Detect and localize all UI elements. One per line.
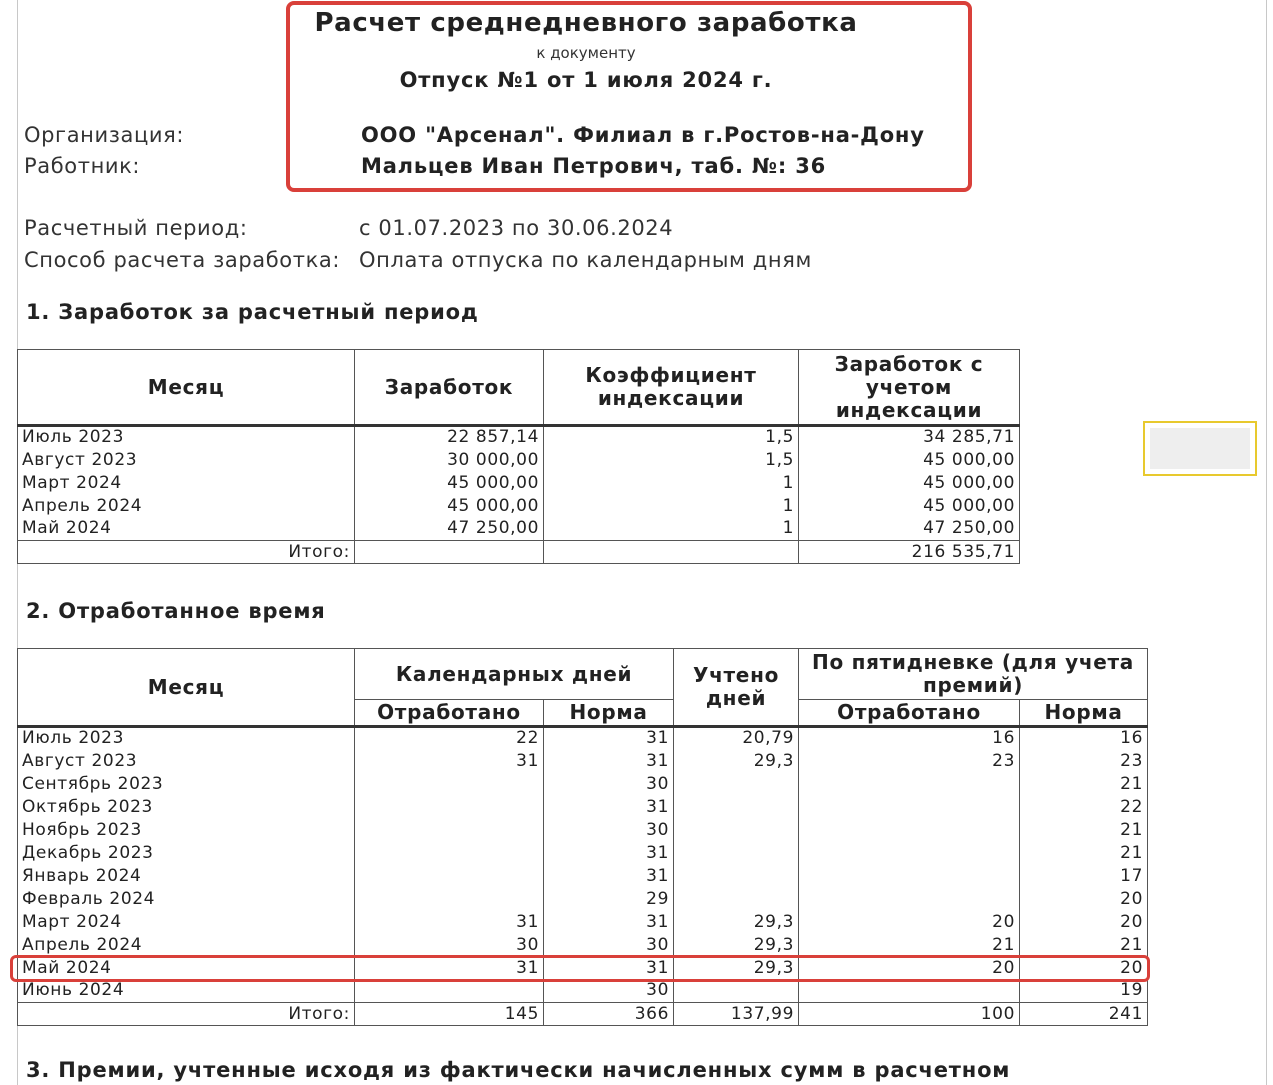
value-cell: 31 [544, 727, 674, 750]
value-cell [674, 865, 799, 888]
col-month: Месяц [18, 649, 355, 727]
col-earnings: Заработок [355, 350, 544, 426]
total-cell: 216 535,71 [799, 541, 1020, 564]
month-cell: Август 2023 [18, 449, 355, 472]
value-cell [674, 796, 799, 819]
value-cell: 30 [355, 934, 544, 957]
month-cell: Июль 2023 [18, 426, 355, 449]
value-cell: 22 857,14 [355, 426, 544, 449]
value-cell: 31 [544, 865, 674, 888]
value-cell [799, 888, 1020, 911]
worked-row [18, 888, 1148, 911]
value-cell: 20 [799, 957, 1020, 980]
section1-title: 1. Заработок за расчетный период [26, 300, 479, 324]
page-right-border [1266, 0, 1267, 1085]
total-label: Итого: [18, 1003, 355, 1026]
value-cell: 31 [355, 957, 544, 980]
value-cell: 29,3 [674, 911, 799, 934]
earnings-row [18, 495, 1020, 518]
value-cell: 30 [544, 980, 674, 1003]
value-cell [799, 819, 1020, 842]
month-cell: Апрель 2024 [18, 934, 355, 957]
worked-row [18, 911, 1148, 934]
value-cell: 21 [1020, 773, 1148, 796]
month-cell: Март 2024 [18, 911, 355, 934]
value-cell: 45 000,00 [799, 495, 1020, 518]
value-cell: 45 000,00 [799, 449, 1020, 472]
value-cell: 31 [544, 957, 674, 980]
method-value: Оплата отпуска по календарным дням [359, 248, 812, 272]
value-cell: 47 250,00 [355, 518, 544, 541]
month-cell: Ноябрь 2023 [18, 819, 355, 842]
value-cell: 20 [1020, 957, 1148, 980]
value-cell: 29,3 [674, 934, 799, 957]
value-cell [799, 773, 1020, 796]
month-cell: Март 2024 [18, 472, 355, 495]
total-cell: 145 [355, 1003, 544, 1026]
value-cell: 31 [544, 796, 674, 819]
value-cell [799, 980, 1020, 1003]
worked-row [18, 842, 1148, 865]
value-cell [355, 865, 544, 888]
month-cell: Сентябрь 2023 [18, 773, 355, 796]
value-cell: 29 [544, 888, 674, 911]
value-cell [674, 819, 799, 842]
col-index-coef: Коэффициент индексации [544, 350, 799, 426]
value-cell: 21 [1020, 842, 1148, 865]
earnings-row [18, 472, 1020, 495]
total-cell: 366 [544, 1003, 674, 1026]
worked-row [18, 727, 1148, 750]
method-label: Способ расчета заработка: [24, 248, 341, 272]
org-label: Организация: [24, 123, 185, 147]
worked-row [18, 934, 1148, 957]
total-cell [544, 541, 799, 564]
value-cell: 21 [799, 934, 1020, 957]
total-label: Итого: [18, 541, 355, 564]
month-cell: Июнь 2024 [18, 980, 355, 1003]
org-value: ООО "Арсенал". Филиал в г.Ростов-на-Дону [361, 123, 925, 147]
value-cell: 19 [1020, 980, 1148, 1003]
value-cell: 20 [1020, 888, 1148, 911]
value-cell: 29,3 [674, 957, 799, 980]
value-cell [355, 773, 544, 796]
document-reference: Отпуск №1 от 1 июля 2024 г. [399, 68, 773, 92]
col-five-day-worked: Отработано [799, 700, 1020, 727]
value-cell: 1 [544, 495, 799, 518]
worked-row [18, 865, 1148, 888]
month-cell: Октябрь 2023 [18, 796, 355, 819]
worked-row [18, 980, 1148, 1003]
value-cell: 47 250,00 [799, 518, 1020, 541]
value-cell: 34 285,71 [799, 426, 1020, 449]
col-five-day: По пятидневке (для учета премий) [799, 649, 1148, 700]
value-cell: 16 [799, 727, 1020, 750]
value-cell: 20 [799, 911, 1020, 934]
value-cell: 23 [799, 750, 1020, 773]
worked-total-row [18, 1003, 1148, 1026]
value-cell [355, 980, 544, 1003]
value-cell [674, 842, 799, 865]
row-highlight [10, 955, 1150, 982]
value-cell: 21 [1020, 819, 1148, 842]
col-five-day-norm: Норма [1020, 700, 1148, 727]
month-cell: Август 2023 [18, 750, 355, 773]
worked-row [18, 773, 1148, 796]
value-cell [355, 888, 544, 911]
value-cell: 1,5 [544, 426, 799, 449]
value-cell: 23 [1020, 750, 1148, 773]
value-cell: 1 [544, 518, 799, 541]
value-cell: 31 [544, 750, 674, 773]
value-cell [799, 842, 1020, 865]
col-counted-days: Учтено дней [674, 649, 799, 727]
month-cell: Январь 2024 [18, 865, 355, 888]
value-cell: 20,79 [674, 727, 799, 750]
value-cell [674, 980, 799, 1003]
value-cell [799, 796, 1020, 819]
col-month: Месяц [18, 350, 355, 426]
value-cell: 31 [355, 750, 544, 773]
value-cell: 22 [1020, 796, 1148, 819]
value-cell: 16 [1020, 727, 1148, 750]
value-cell: 29,3 [674, 750, 799, 773]
period-value: с 01.07.2023 по 30.06.2024 [359, 216, 674, 240]
value-cell: 45 000,00 [799, 472, 1020, 495]
total-cell: 241 [1020, 1003, 1148, 1026]
section3-title: 3. Премии, учтенные исходя из фактически начисленных сумм в расчетном [26, 1058, 1011, 1082]
worked-row [18, 750, 1148, 773]
total-cell: 137,99 [674, 1003, 799, 1026]
value-cell [355, 842, 544, 865]
worked-row [18, 796, 1148, 819]
value-cell: 17 [1020, 865, 1148, 888]
worked-row [18, 819, 1148, 842]
value-cell [355, 819, 544, 842]
value-cell: 20 [1020, 911, 1148, 934]
month-cell: Май 2024 [18, 518, 355, 541]
col-calendar-days: Календарных дней [355, 649, 674, 700]
col-calendar-norm: Норма [544, 700, 674, 727]
value-cell: 1,5 [544, 449, 799, 472]
value-cell [674, 888, 799, 911]
worker-label: Работник: [24, 154, 141, 178]
report-subtitle: к документу [536, 44, 636, 62]
month-cell: Февраль 2024 [18, 888, 355, 911]
value-cell: 31 [355, 911, 544, 934]
earnings-row [18, 518, 1020, 541]
value-cell: 31 [544, 911, 674, 934]
selection-marker [1143, 421, 1257, 476]
report-title: Расчет среднедневного заработка [314, 8, 858, 38]
worker-value: Мальцев Иван Петрович, таб. №: 36 [361, 154, 827, 178]
total-cell [355, 541, 544, 564]
col-calendar-worked: Отработано [355, 700, 544, 727]
value-cell: 45 000,00 [355, 472, 544, 495]
value-cell [799, 865, 1020, 888]
total-cell: 100 [799, 1003, 1020, 1026]
month-cell: Май 2024 [18, 957, 355, 980]
earnings-total-row [18, 541, 1020, 564]
earnings-row [18, 449, 1020, 472]
value-cell: 22 [355, 727, 544, 750]
month-cell: Декабрь 2023 [18, 842, 355, 865]
value-cell [674, 773, 799, 796]
month-cell: Июль 2023 [18, 727, 355, 750]
section2-title: 2. Отработанное время [26, 599, 326, 623]
value-cell [355, 796, 544, 819]
value-cell: 30 [544, 934, 674, 957]
month-cell: Апрель 2024 [18, 495, 355, 518]
value-cell: 31 [544, 842, 674, 865]
col-indexed-earnings: Заработок с учетом индексации [799, 350, 1020, 426]
value-cell: 1 [544, 472, 799, 495]
earnings-table [17, 349, 1020, 564]
header-highlight [286, 1, 972, 192]
period-label: Расчетный период: [24, 216, 248, 240]
value-cell: 30 [544, 819, 674, 842]
value-cell: 30 000,00 [355, 449, 544, 472]
earnings-row [18, 426, 1020, 449]
value-cell: 21 [1020, 934, 1148, 957]
value-cell: 30 [544, 773, 674, 796]
value-cell: 45 000,00 [355, 495, 544, 518]
